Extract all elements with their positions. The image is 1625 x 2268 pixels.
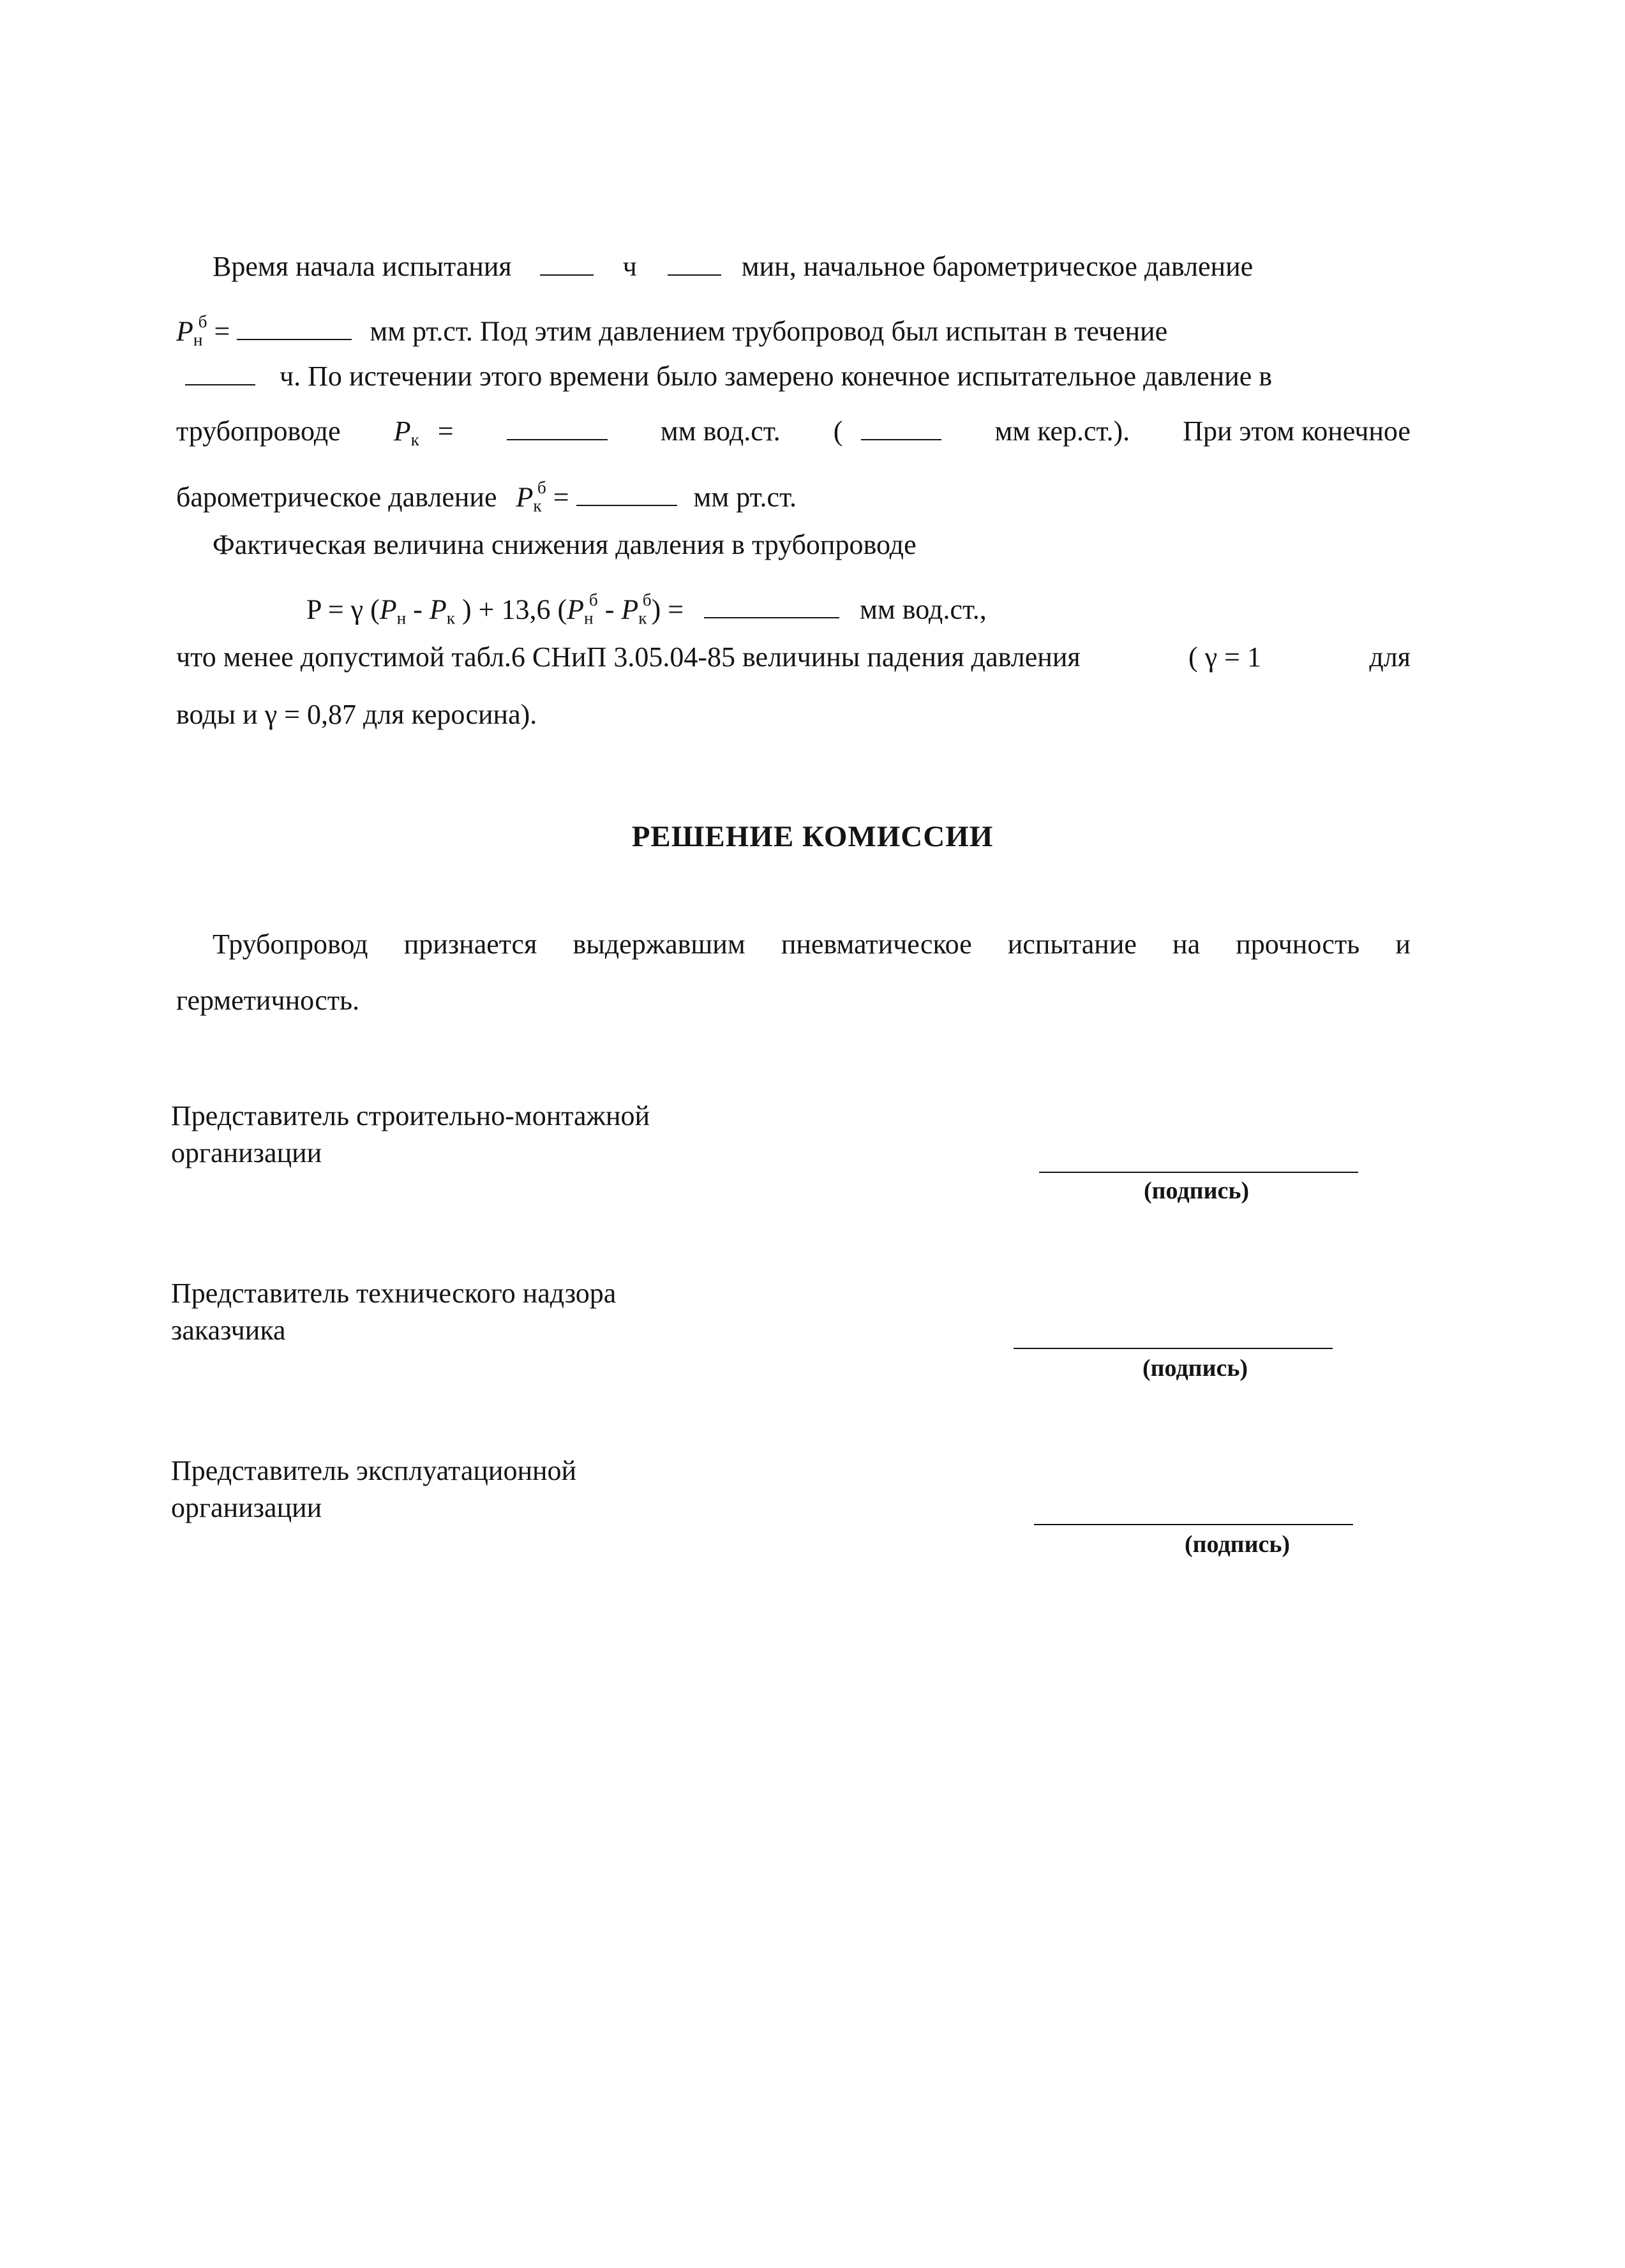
final-pressure-symbol: P: [393, 415, 411, 447]
formula-symbol: P: [567, 593, 585, 625]
signature-block-construction: [171, 1098, 650, 1172]
permissible-text: что менее допустимой табл.6 СНиП 3.05.04-85 величины падения давления: [176, 641, 1081, 673]
pressure-superscript: б: [537, 478, 546, 497]
formula-subscript: к: [446, 608, 456, 628]
signature-block-supervision: [171, 1275, 616, 1349]
equals-sign: =: [437, 415, 454, 447]
signature-line-operation[interactable]: [1034, 1524, 1353, 1525]
decision-line: [213, 927, 1411, 962]
formula-minus: -: [406, 593, 430, 625]
signature-role-label-2: организации: [171, 1137, 322, 1168]
decision-word: на: [1172, 929, 1201, 960]
formula-subscript: н: [584, 608, 594, 628]
commission-decision-heading: РЕШЕНИЕ КОМИССИИ: [631, 820, 994, 853]
duration-text: ч. По истечении этого времени было замерено конечное испытательное давление в: [280, 361, 1273, 392]
signature-caption: (подпись): [1144, 1177, 1250, 1204]
decision-word: прочность: [1236, 929, 1360, 960]
hours-blank[interactable]: [540, 249, 594, 276]
final-barometric-line: [176, 470, 797, 524]
pressure-drop-blank[interactable]: [704, 592, 839, 619]
decision-word: Трубопровод: [213, 929, 368, 960]
equals-sign: =: [553, 481, 569, 513]
signature-caption: (подпись): [1185, 1531, 1291, 1558]
signature-role-label: Представитель строительно-монтажной: [171, 1100, 650, 1131]
initial-pressure-line: [176, 304, 1167, 358]
gamma-line: [176, 697, 537, 733]
formula-unit: мм вод.ст.,: [860, 593, 987, 625]
formula-superscript: б: [588, 590, 598, 609]
signature-role-label: Представитель эксплуатационной: [171, 1455, 577, 1486]
decision-word: признается: [403, 929, 537, 960]
decision-text: герметичность.: [176, 985, 360, 1016]
initial-pressure-text: мм рт.ст. Под этим давлением трубопровод был испытан в течение: [370, 315, 1168, 347]
pressure-superscript: б: [198, 312, 207, 331]
decision-word: испытание: [1007, 929, 1137, 960]
gamma-text: воды и γ = 0,87 для керосина).: [176, 699, 537, 730]
actual-drop-text: Фактическая величина снижения давления в трубопроводе: [213, 529, 917, 560]
pressure-symbol: P: [176, 315, 193, 347]
for-word: для: [1369, 641, 1411, 673]
final-barometric-label: барометрическое давление: [176, 481, 497, 513]
signature-role-label-2: заказчика: [171, 1315, 286, 1346]
final-pressure-subscript: к: [410, 430, 419, 450]
signature-line-construction[interactable]: [1039, 1172, 1358, 1173]
hours-unit: ч: [622, 251, 637, 282]
decision-word: и: [1395, 929, 1411, 960]
open-paren: (: [833, 415, 843, 447]
drop-formula: [306, 582, 987, 636]
signature-role-label: Представитель технического надзора: [171, 1278, 617, 1309]
gamma-water: ( γ = 1: [1188, 641, 1261, 673]
signature-block-operation: [171, 1452, 576, 1526]
formula-symbol: P: [429, 593, 447, 625]
formula-middle: ) + 13,6 (: [455, 593, 567, 625]
decision-word: выдержавшим: [573, 929, 745, 960]
final-barometric-blank[interactable]: [576, 480, 677, 507]
test-start-label: Время начала испытания: [213, 251, 512, 282]
barometric-start-label: мин, начальное барометрическое давление: [741, 251, 1254, 282]
mercury-unit: мм рт.ст.: [693, 481, 797, 513]
initial-barometric-blank[interactable]: [237, 314, 352, 341]
final-pressure-water-blank[interactable]: [507, 414, 608, 440]
signature-line-supervision[interactable]: [1014, 1348, 1333, 1349]
formula-start: P = γ (: [306, 593, 380, 625]
duration-blank[interactable]: [185, 359, 255, 385]
pressure-subscript: н: [193, 330, 203, 350]
final-pressure-kerosene-blank[interactable]: [861, 414, 941, 440]
formula-subscript: к: [638, 608, 647, 628]
duration-line: [185, 359, 1272, 394]
formula-equals: ) =: [651, 593, 684, 625]
formula-superscript: б: [642, 590, 652, 609]
decision-word: пневматическое: [781, 929, 972, 960]
pressure-subscript: к: [533, 496, 542, 516]
permissible-line: [176, 639, 1411, 675]
decision-line-2: [176, 983, 359, 1018]
formula-symbol: P: [379, 593, 397, 625]
kerosene-unit: мм кер.ст.).: [994, 415, 1130, 447]
pressure-symbol: P: [516, 481, 534, 513]
minutes-blank[interactable]: [668, 249, 721, 276]
equals-sign: =: [214, 315, 230, 347]
actual-drop-line: [213, 527, 917, 563]
formula-subscript: н: [396, 608, 407, 628]
final-pressure-line: [176, 414, 1411, 458]
signature-role-label-2: организации: [171, 1492, 322, 1523]
pipeline-label: трубопроводе: [176, 415, 341, 447]
final-barometric-intro: При этом конечное: [1183, 415, 1411, 447]
signature-caption: (подпись): [1142, 1355, 1248, 1382]
formula-symbol: P: [621, 593, 639, 625]
test-start-line: [213, 249, 1253, 285]
formula-minus: -: [597, 593, 622, 625]
water-unit: мм вод.ст.: [660, 415, 781, 447]
